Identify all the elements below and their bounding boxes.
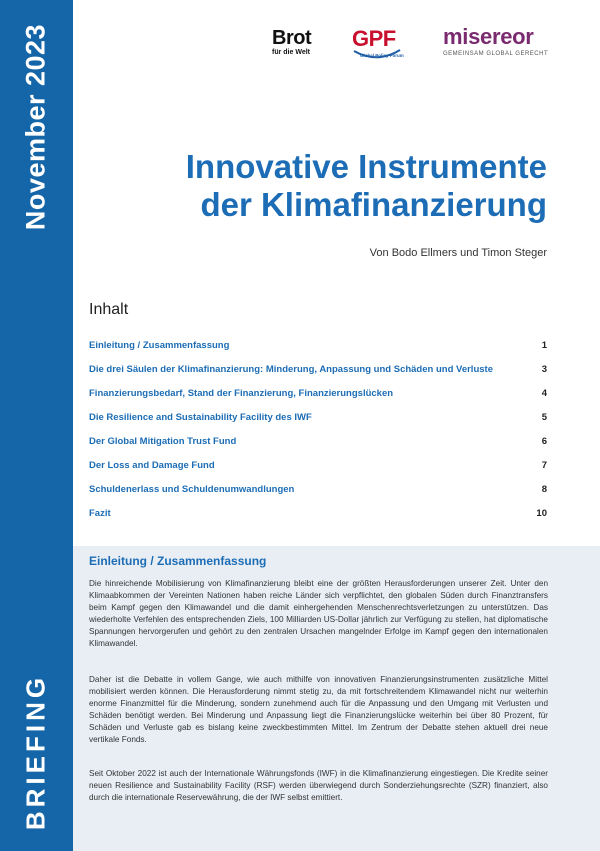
toc-item-page: 6	[541, 436, 547, 447]
toc-item-label[interactable]: Einleitung / Zusammenfassung	[89, 340, 230, 351]
misereor-logo	[443, 26, 548, 57]
toc-item-label[interactable]: Die drei Säulen der Klimafinanzierung: Minderung, Anpassung und Schäden und Verluste	[89, 364, 493, 375]
toc-item-page: 1	[541, 340, 547, 351]
toc-item[interactable]	[89, 460, 547, 484]
toc-item-label[interactable]: Der Global Mitigation Trust Fund	[89, 436, 237, 447]
toc-item-page: 3	[541, 364, 547, 375]
title-line-2: der Klimafinanzierung	[200, 186, 547, 223]
publication-date: November 2023	[20, 23, 51, 231]
partner-logos	[268, 24, 558, 64]
toc-item-page: 4	[541, 388, 547, 399]
toc-item[interactable]	[89, 412, 547, 436]
toc-item-label[interactable]: Schuldenerlass und Schuldenumwandlungen	[89, 484, 295, 495]
toc-item-label[interactable]: Finanzierungsbedarf, Stand der Finanzierung, Finanzierungslücken	[89, 388, 394, 399]
toc-item-page: 10	[536, 508, 547, 519]
document-title	[186, 148, 547, 224]
toc-item[interactable]	[89, 388, 547, 412]
brot-logo-wordmark: Brot	[272, 27, 312, 49]
misereor-logo-subtitle: GEMEINSAM GLOBAL GERECHT	[443, 51, 549, 57]
toc-heading: Inhalt	[89, 301, 129, 318]
brot-logo-subtitle: für die Welt	[272, 49, 310, 56]
summary-heading: Einleitung / Zusammenfassung	[89, 554, 267, 568]
briefing-label: BRIEFING	[20, 673, 51, 831]
toc-item-page: 7	[541, 460, 547, 471]
summary-paragraph: Die hinreichende Mobilisierung von Klimafinanzierung bleibt eine der größten Herausforderungen unserer Zeit. Unter den Klimaabkommen der Vereinten Nationen haben reiche Länder sich verpflichtet, den globalen Süden durch Finanztransfers beim Kampf gegen den Klimawandel und die damit einhergehenden Menschenrechtsverletzungen zu unterstützen. Das wiederholte Verfehlen des entsprechenden Ziels, 100 Milliarden US-Dollar jährlich zur Verfügung zu stellen, hat diplomatische Spannungen hervorgerufen und gehört zu den zentralen Ursachen mangelnder Erfolge im Kampf gegen den internationalen Klimawandel.	[89, 579, 548, 648]
toc-item[interactable]	[89, 508, 547, 532]
summary-paragraph: Seit Oktober 2022 ist auch der Internationale Währungsfonds (IWF) in die Klimafinanzierung eingestiegen. Die Kredite seiner neuen Resilience and Sustainability Facility (RSF) werden überwiegend durch Sonderziehungsrechte (SZR) finanziert, also durch die internationale Reservewährung, die der IWF selbst emittiert.	[89, 769, 548, 802]
toc-item[interactable]	[89, 436, 547, 460]
toc-item-label[interactable]: Die Resilience and Sustainability Facility des IWF	[89, 412, 312, 423]
gpf-logo-subtitle: Global Policy Forum	[360, 53, 404, 58]
toc-item[interactable]	[89, 364, 547, 388]
summary-paragraph: Daher ist die Debatte in vollem Gange, wie auch mithilfe von innovativen Finanzierungsinstrumenten zusätzliche Mittel mobilisiert werden können. Die Herausforderung nimmt stetig zu, da mit fortschreitendem Klimawandel nicht nur weiterhin enorme Finanzmittel für die Minderung, sondern zunehmend auch für die Anpassung und den Umgang mit Verlusten und Schäden benötigt werden. Bei Minderung und Anpassung liegt die Finanzierungslücke weiterhin bei über 80 Prozent, für Schäden und Verluste gab es bislang keine zweckbestimmten Mittel. Im Zentrum der Debatte stehen aktuell drei neue vertikale Fonds.	[89, 675, 548, 744]
gpf-logo	[350, 24, 404, 62]
summary-box	[73, 546, 600, 851]
authors-line: Von Bodo Ellmers und Timon Steger	[369, 247, 547, 259]
toc-item-page: 8	[541, 484, 547, 495]
brot-fuer-die-welt-logo	[272, 28, 311, 56]
sidebar-band	[0, 0, 73, 851]
toc-item[interactable]	[89, 484, 547, 508]
toc-item-page: 5	[541, 412, 547, 423]
toc-item[interactable]	[89, 340, 547, 364]
gpf-logo-wordmark: GPF	[352, 26, 396, 51]
toc-item-label[interactable]: Fazit	[89, 508, 111, 519]
toc-item-label[interactable]: Der Loss and Damage Fund	[89, 460, 215, 471]
title-line-1: Innovative Instrumente	[185, 148, 547, 185]
misereor-logo-wordmark: misereor	[443, 24, 534, 49]
table-of-contents	[89, 340, 547, 532]
